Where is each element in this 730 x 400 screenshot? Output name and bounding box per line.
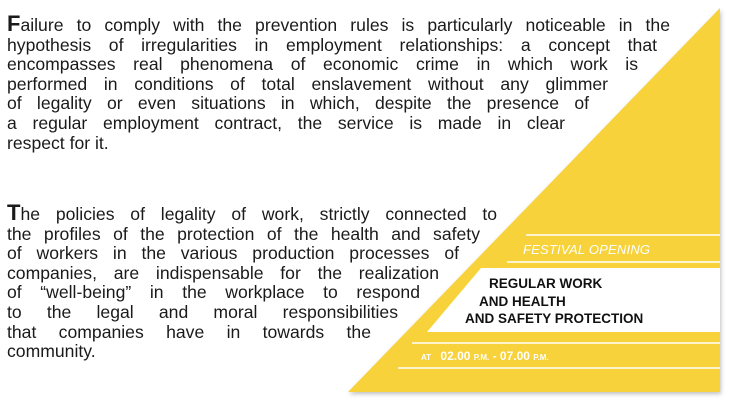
time-prefix: AT [421, 353, 432, 362]
p2-line-1: The policies of legality of work, strictly connected to [7, 200, 497, 225]
event-title-line-2: AND HEALTH [479, 294, 566, 309]
p2-line-8: community. [7, 341, 96, 362]
p2-line-7: that companies have in towards the [7, 321, 371, 342]
dropcap-t: T [7, 200, 21, 225]
p2-line-5: of “well-being” in the workplace to respond [7, 282, 420, 303]
p1-line-7: respect for it. [7, 132, 109, 153]
p2-line-4: companies, are indispensable for the realization [7, 262, 439, 283]
p1-line-6: a regular employment contract, the service is made in clear [7, 112, 565, 133]
p1-line-4: performed in conditions of total enslavement without any glimmer [7, 73, 608, 94]
festival-opening-label: FESTIVAL OPENING [523, 242, 651, 257]
time-end-suffix: P.M. [533, 353, 549, 362]
p2-line-3: of workers in the various production processes of [7, 243, 459, 264]
dropcap-f: F [7, 11, 21, 36]
time-separator: - [492, 349, 497, 363]
event-title-line-3: AND SAFETY PROTECTION [465, 311, 644, 326]
paragraph-2 [7, 200, 497, 362]
paragraph-1 [7, 11, 670, 153]
p1-line-3: encompasses real phenomena of economic crime in which work is [7, 54, 638, 75]
p1-line-5: of legality or even situations in which, despite the presence of [7, 93, 589, 114]
time-end: 07.00 [499, 349, 530, 363]
event-title-line-1: REGULAR WORK [489, 276, 603, 291]
p2-line-2: the profiles of the protection of the health and safety [7, 223, 480, 244]
p2-line-6: to the legal and moral responsibilities [7, 301, 398, 322]
p1-line-2: hypothesis of irregularities in employment relationships: a concept that [7, 34, 657, 55]
p1-line-1: Failure to comply with the prevention rules is particularly noticeable in the [7, 11, 670, 36]
time-start-suffix: P.M. [473, 353, 490, 362]
event-time [421, 349, 549, 363]
time-start: 02.00 [440, 349, 471, 363]
